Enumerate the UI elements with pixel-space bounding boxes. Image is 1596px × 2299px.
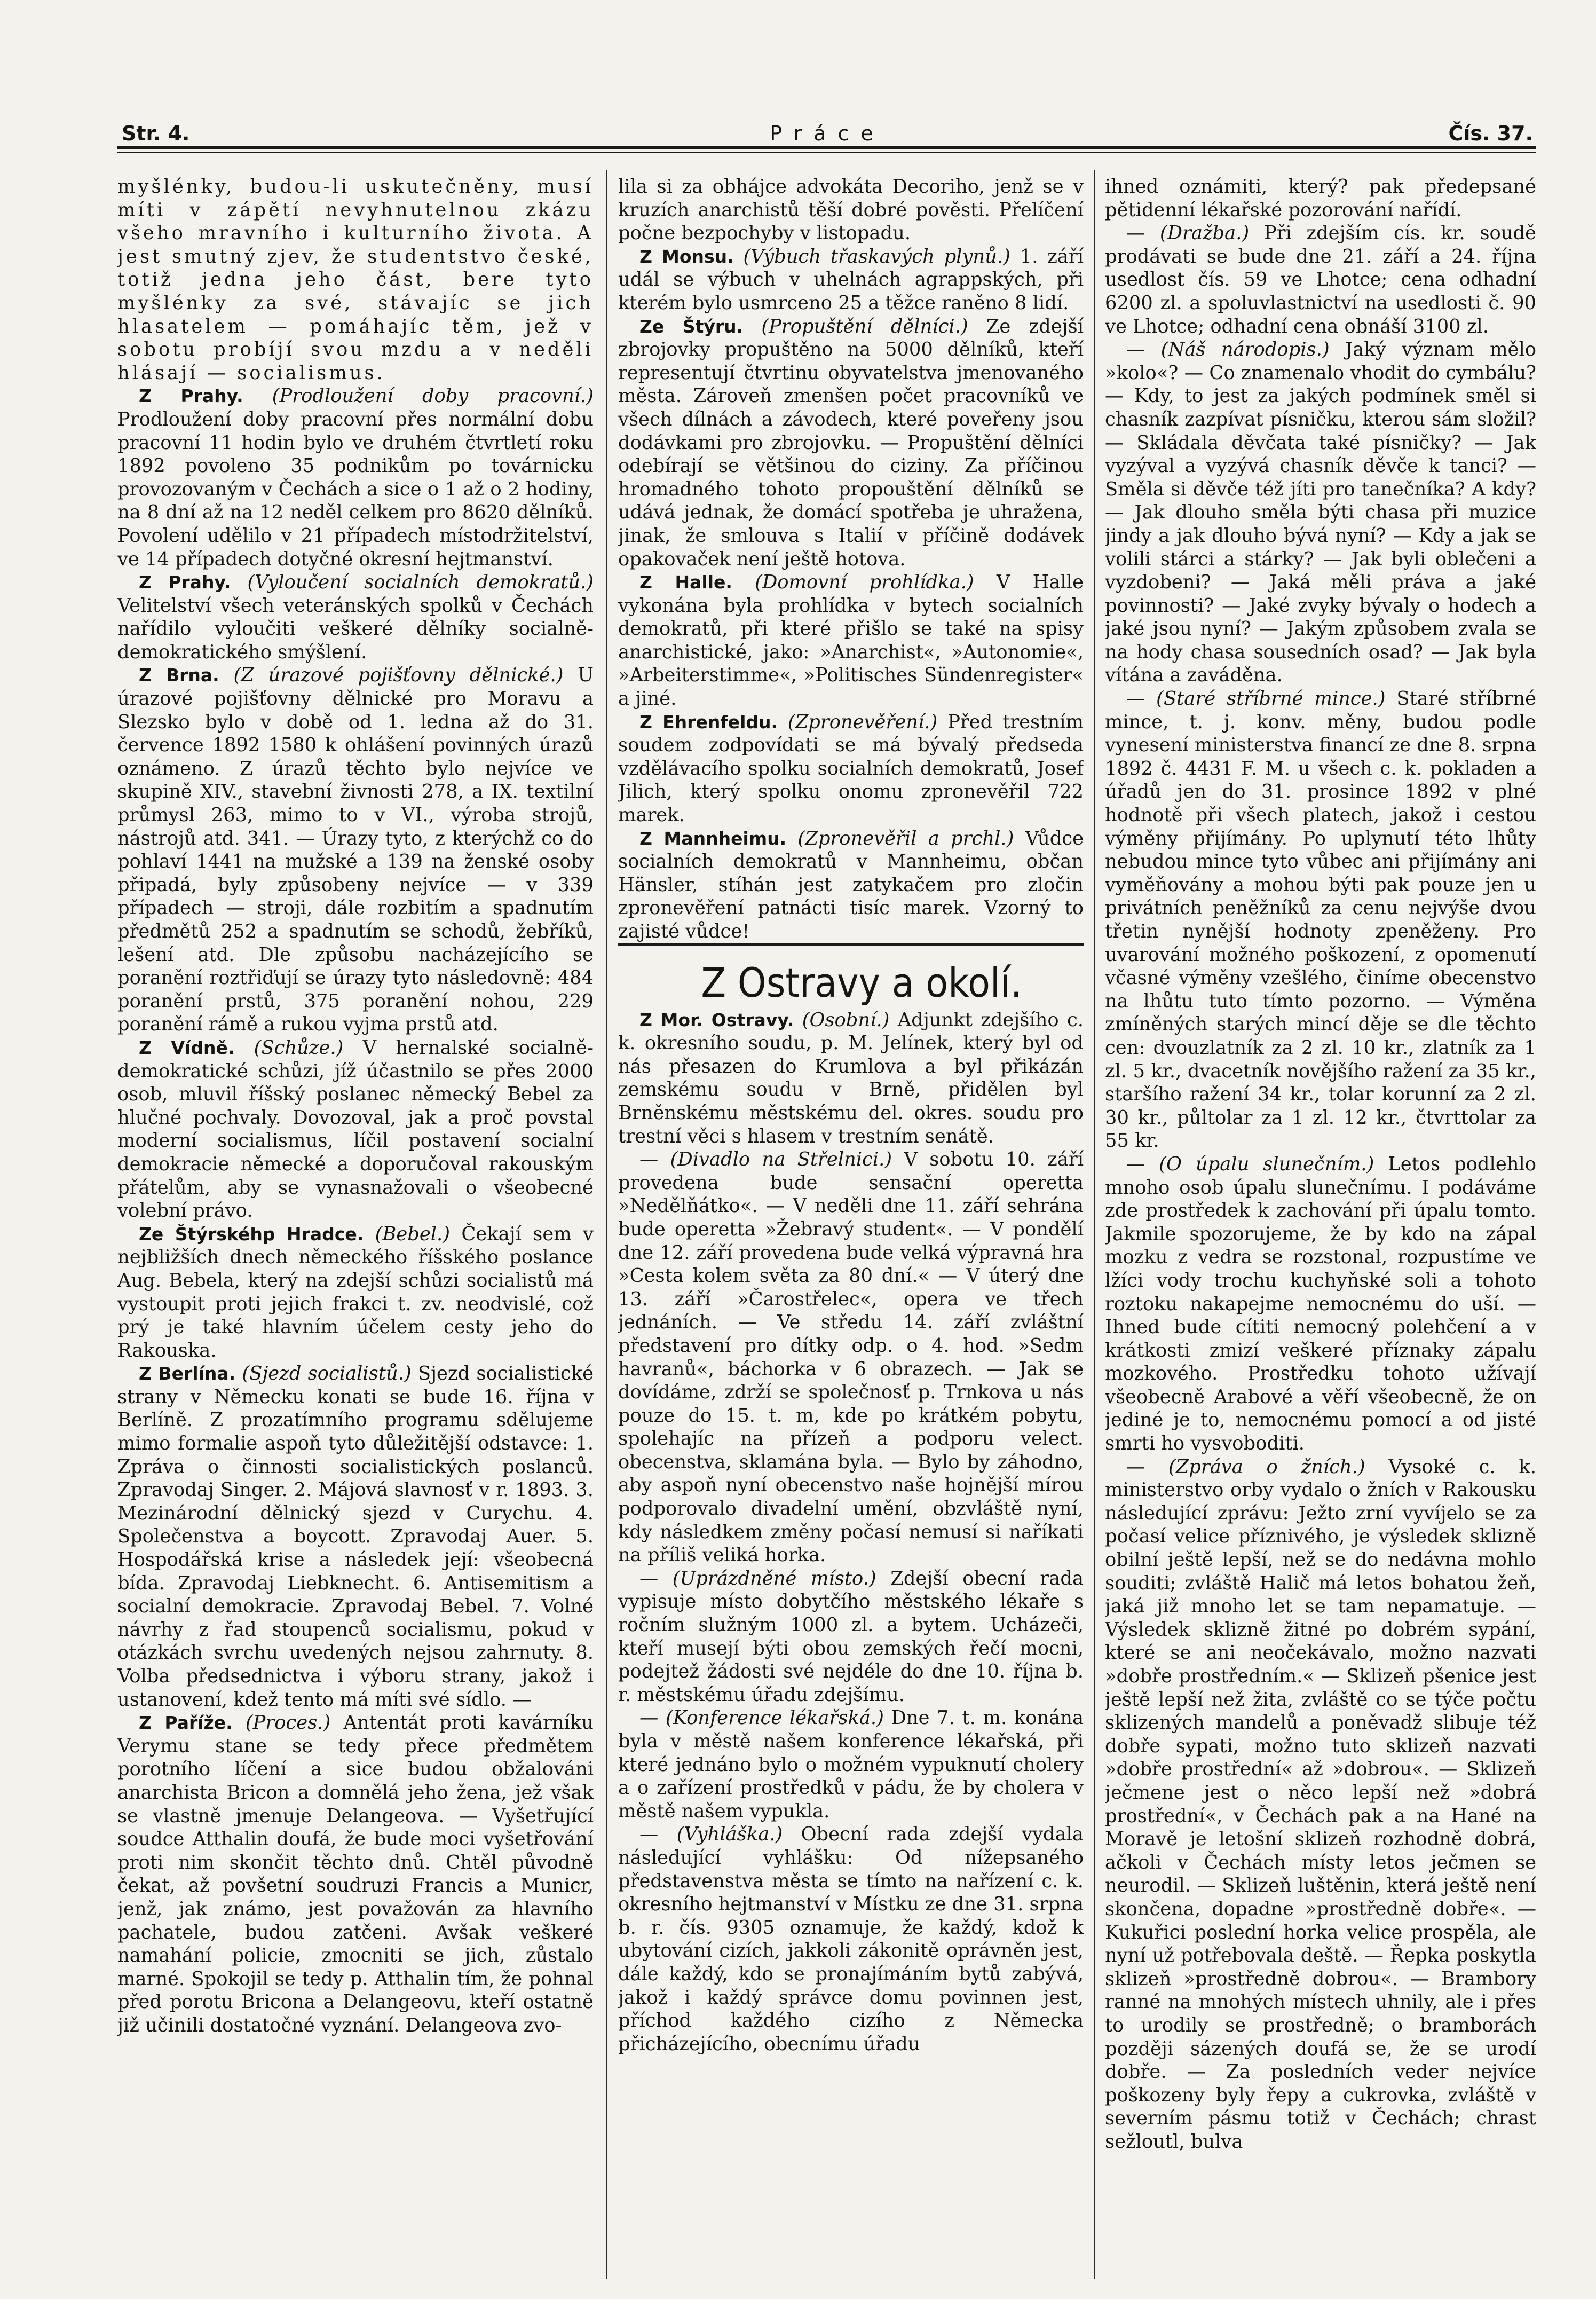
item-subtitle: (Zpronevěření.)	[787, 711, 938, 733]
item-subtitle: (Schůze.)	[254, 1036, 344, 1059]
news-item	[618, 1009, 1084, 1148]
news-item	[1105, 1455, 1536, 2154]
dateline: Z Halle.	[639, 572, 732, 593]
item-text: Dne 7. t. m. konána byla v městě našem konference lékařská, při které jednáno bylo o možném vypuknutí cholery a o zařízení prostředků v pádu, že by cholera v městě našem vypukla.	[618, 1707, 1084, 1822]
item-text: U úrazové pojišťovny dělnické pro Moravu a Slezsko bylo v době od 1. ledna až do 31. července 1892 1580 k ohlášení povinných úrazů oznámeno. Z úrazů těchto bylo nejvíce ve skupině XIV., stavební živnosti 278, a IX. textilní průmysl 263, mimo to v VI., výroba strojů, nástrojů atd. 341. — Úrazy tyto, z kterýchž co do pohlaví 1441 na mužské a 139 na ženské osoby připadá, byly způsobeny nejvíce — v 339 případech — stroji, dále rozbitím a spadnutím předmětů 252 a spadnutím se schodů, žebříků, lešení atd. Dle způsobu nacházejícího se poranění roztřiďují se úrazy tyto následovně: 484 poranění prstů, 375 poranění nohou, 229 poranění rámě a rukou vyjma prstů atd.	[117, 664, 594, 1036]
dateline: Z Ehrenfeldu.	[639, 711, 778, 733]
item-text: V sobotu 10. září provedena bude sensační operetta »Nedělňátko«. — V neděli dne 11. září sehrána bude operetta »Žebravý student«. — V pondělí dne 12. září provedena bude velká výpravná hra »Cesta kolem světa za 80 dní.« — V úterý dne 13. září »Čarostřelec«, opera ve třech jednáních. — Ve středu 14. září zvláštní představení pro dítky odp. o 4. hod. »Sedm havranů«, báchorka v 6 obrazech. — Jak se dovídáme, zdrží se společnosť p. Trnkova u nás pouze do 15. t. m, kde po krátkém pobytu, spolehajíc na přízeň a podporu velect. obecenstva, sklamána byla. — Bylo by záhodno, aby aspoň nyní obecenstvo naše hojnější mírou podporovalo divadelní umění, obzvláště nyní, kdy následkem změny počasí nemusí si naříkati na příliš veliká horka.	[618, 1148, 1084, 1566]
news-item	[618, 245, 1084, 315]
item-text: Staré stříbrné mince, t. j. konv. měny, budou podle vynesení ministerstva financí ze dne 8. srpna 1892 č. 4431 F. M. u všech c. k. pokladen a úřadů jen do 31. prosince 1892 v plné hodnotě při všech platech, jakož i cestou výměny přijímány. Po uplynutí této lhůty nebudou mince tyto vůbec ani přijímány ani vyměňovány a mohou býti pak pouze jen u privátních peněžníků za cenu nejvýše dvou třetin nynější hodnoty zpeněženy. Pro uvarování možného poškození, z opomenutí včasné výměny vzešlého, činíme obecenstvo na lhůtu tuto tímto pozorno. — Výměna zmíněných starých mincí děje se dle těchto cen: dvouzlatník za 2 zl. 10 kr., zlatník za 1 zl. 5 kr., dvacetník novějšího ražení za 35 kr., staršího ražení 34 kr., tolar korunní za 2 zl. 30 kr., půltolar za 1 zl. 12 kr., čtvrttolar za 55 kr.	[1105, 688, 1536, 1152]
issue-number: Čís. 37.	[1448, 122, 1533, 145]
column-divider	[606, 170, 607, 2279]
item-text: Obecní rada zdejší vydala následující vyhlášku: Od nížepsaného představenstva města se tímto na nařízení c. k. okresního hejtmanství v Místku ze dne 31. srpna b. r. čís. 9305 oznamuje, že každý, kdož k ubytování cizích, jakkoli zákonitě oprávněn jest, dále každý, kdo se pronajímáním bytů zabývá, jakož i každý správce domu povinnen jest, příchod každého cizího z Německa přicházejícího, obecnímu úřadu	[618, 1823, 1084, 2055]
item-subtitle: — (Divadlo na Střelnici.)	[639, 1148, 892, 1171]
item-text: Prodloužení doby pracovní přes normální dobu pracovní 11 hodin bylo ve druhém čtvrtletí roku 1892 povoleno 35 podnikům po továrnicku provozovaným v Čechách a sice o 1 až o 2 hodiny, na 8 dní až na 12 neděl celkem pro 8620 dělníků. Povolení udělilo v 21 případech místodržitelství, ve 14 případech dotyčné okresní hejtmanství.	[117, 408, 594, 570]
item-text: 1. září udál se výbuch v uhelnách agrappských, při kterém bylo usmrceno 25 a těžce raněno 8 lidí.	[618, 245, 1084, 314]
header-rule-thick	[117, 146, 1536, 149]
column-3	[1105, 175, 1536, 2279]
item-text: Vůdce socialních demokratů v Mannheimu, občan Hänsler, stíhán jest zatykačem pro zločin zpronevěření patnácti tisíc marek. Vzorný to zajisté vůdce!	[618, 827, 1084, 942]
news-item	[117, 571, 594, 664]
column-divider	[1094, 170, 1095, 2279]
item-text: Zdejší obecní rada vypisuje místo dobytčího městského lékaře s ročním služným 1000 zl. a bytem. Ucházeči, kteří musejí býti obou zemských řečí mocni, podejtež žádosti své nejdéle do dne 10. října b. r. městskému úřadu zdejšímu.	[618, 1567, 1084, 1706]
item-subtitle: (Z úrazové pojišťovny dělnické.)	[233, 664, 564, 687]
dateline: Z Prahy.	[139, 385, 243, 407]
article-continuation: lila si za obhájce advokáta Decoriho, jenž se v kruzích anarchistů těší dobré pověsti. Přelíčení počne bezpochyby v listopadu.	[618, 176, 1084, 245]
section-heading: Z Ostravy a okolí.	[618, 943, 1084, 1009]
item-subtitle: — (Uprázdněné místo.)	[639, 1567, 876, 1589]
news-item	[618, 1148, 1084, 1567]
item-subtitle: — (Vyhláška.)	[639, 1823, 783, 1846]
item-subtitle: — (Dražba.)	[1126, 222, 1250, 245]
news-item	[117, 1362, 594, 1711]
news-item	[618, 1706, 1084, 1823]
news-item	[618, 315, 1084, 571]
news-item	[618, 1567, 1084, 1707]
dateline: Z Vídně.	[139, 1037, 235, 1058]
item-subtitle: — (Zpráva o žních.)	[1126, 1455, 1365, 1478]
news-item	[1105, 1153, 1536, 1455]
item-text: V Halle vykonána byla prohlídka v bytech socialních demokratů, při které přišlo se také na spisy anarchistické, jako: »Anarchist«, »Autonomie«, »Arbeiterstimme«, »Politisches Sündenregister« a jiné.	[618, 571, 1084, 710]
item-text: V hernalské socialně-demokratické schůzi, jíž účastnilo se přes 2000 osob, mluvil říšský poslanec německý Bebel za hlučné pochvaly. Dovozoval, jak a proč povstal moderní socialismus, líčil postavení socialní demokracie německé a doporučoval rakouským přátelům, aby se vynasnažovali o všeobecné volební právo.	[117, 1036, 594, 1222]
dateline: Z Berlína.	[139, 1363, 236, 1384]
dateline: Z Mannheimu.	[639, 828, 787, 849]
news-item	[117, 1711, 594, 2037]
item-text: Adjunkt zdejšího c. k. okresního soudu, p. M. Jelínek, který byl od nás přesazen do Krumlova a byl přikázán zemskému soudu v Brně, přidělen byl Brněnskému městskému del. okres. soudu pro trestní věci s hlasem v trestním senátě.	[618, 1009, 1084, 1147]
dateline: Z Monsu.	[639, 246, 734, 267]
news-item	[618, 711, 1084, 827]
item-text: Antentát proti kavárníku Verymu stane se tedy přece předmětem porotního líčení a sice budou obžalováni anarchista Bricon a domnělá jeho žena, jež však se vlastně jmenuje Delangeova. — Vyšetřující soudce Atthalin doufá, že bude moci vyšetřování proti nim skončit těchto dnů. Chtěl původně čekat, až povšetní soudruzi Francis a Municr, jenž, jak známo, jest považován za hlavního pachatele, budou zatčeni. Avšak veškeré namahání policie, zmocniti se jich, zůstalo marné. Spokojil se tedy p. Atthalin tím, že pohnal před porotu Bricona a Delangeovu, kteří ostatně již učinili dostatočné vyznání. Delangeova zvo-	[117, 1712, 594, 2036]
newspaper-title: Práce	[770, 122, 885, 145]
news-item	[618, 827, 1084, 943]
dateline: Z Prahy.	[139, 572, 231, 593]
news-item	[117, 1036, 594, 1223]
item-text: Ze zdejší zbrojovky propuštěno na 5000 dělníků, kteří representují čtvrtinu obyvatelstva jmenovaného města. Zároveň zmenšen počet pracovníků ve všech dílnách a závodech, které poveřeny jsou dodávkami pro zbrojovku. — Propuštění dělníci odebírají se většinou do ciziny. Za příčinou hromadného tohoto propouštění dělníků se udává jednak, že domácí spotřeba je uhražena, jinak, že smlouva s Italií v příčině dodávek opakovaček není ještě hotova.	[618, 315, 1084, 570]
column-1	[117, 175, 594, 2279]
item-subtitle: (Proces.)	[245, 1712, 331, 1734]
news-item	[618, 571, 1084, 711]
news-item	[1105, 687, 1536, 1153]
page-number: Str. 4.	[122, 122, 190, 145]
item-subtitle: (Výbuch třaskavých plynů.)	[743, 245, 1010, 267]
item-subtitle: (Zpronevěřil a prchl.)	[797, 827, 1014, 849]
item-subtitle: (Vyloučení socialních demokratů.)	[247, 571, 594, 594]
item-subtitle: (Osobní.)	[802, 1009, 890, 1031]
dateline: Ze Štýrskéhp Hradce.	[139, 1223, 364, 1245]
dateline: Z Brna.	[139, 665, 219, 686]
item-subtitle: (Bebel.)	[375, 1223, 451, 1245]
item-text: Letos podlehlo mnoho osob úpalu slunečnímu. I podáváme zde prostředek k zachování při úpalu tomto. Jakmile spozorujeme, že by kdo na zápal mozku z vedra se rozstonal, rozpustíme ve lžíci vody trochu kuchyňské soli a tohoto roztoku nakapejme nemocnému do uší. — Ihned bude cítiti nemocný polehčení a v krátkosti zmizí veškeré příznaky zápalu mozkového. Prostředku tohoto užívají všeobecně Arabové a věří všeobecně, že on jediné je to, nemocnému pomocí a od jisté smrti ho vysvoboditi.	[1105, 1153, 1536, 1455]
item-text: Velitelství všech veteránských spolků v Čechách nařídilo vyloučiti veškeré dělníky socialně-demokratického smýšlení.	[117, 594, 594, 663]
article-continuation: myšlénky, budou-li uskutečněny, musí míti v zápětí nevyhnutelnou zkázu všeho mravního i kulturního života. A jest smutný zjev, že studentstvo české, totiž jedna jeho část, bere tyto myšlénky za své, stávajíc se jich hlasatelem — pomáhajíc těm, jež v sobotu probíjí svou mzdu a v neděli hlásají — socialismus.	[117, 176, 594, 384]
item-subtitle: — (O úpalu slunečním.)	[1126, 1153, 1374, 1175]
item-subtitle: — (Staré stříbrné mince.)	[1126, 688, 1386, 710]
item-subtitle: (Propuštění dělníci.)	[761, 315, 968, 337]
page-header	[122, 116, 1533, 148]
dateline: Z Paříže.	[139, 1712, 233, 1734]
header-rule-thin	[117, 152, 1536, 153]
item-text: Před trestním soudem zodpovídati se má bývalý předseda vzdělávacího spolku socialních demokratů, Josef Jilich, který spolku onomu zpronevěřil 722 marek.	[618, 711, 1084, 826]
item-subtitle: (Domovní prohlídka.)	[755, 571, 974, 594]
dateline: Z Mor. Ostravy.	[639, 1009, 794, 1030]
news-item	[1105, 222, 1536, 338]
item-subtitle: (Sjezd socialistů.)	[242, 1363, 412, 1385]
item-text: Sjezd socialistické strany v Německu konati se bude 16. října v Berlíně. Z prozatímního programu sdělujeme mimo formalie aspoň tyto důležitější odstavce: 1. Zpráva o činnosti socialistických poslanců. Zpravodaj Singer. 2. Májová slavnosť v r. 1893. 3. Mezinárodní dělnický sjezd v Curychu. 4. Společenstva a boycott. Zpravodaj Auer. 5. Hospodářská krise a následek její: všeobecná bída. Zpravodaj Liebknecht. 6. Antisemitism a socialní demokracie. Zpravodaj Bebel. 7. Volné návrhy z řad stoupenců socialismu, pokud v otázkách svrchu uvedených nejsou zahrnuty. 8. Volba předsednictva i výboru strany, jakož i ustanovení, kdež tento má míti své sídlo. —	[117, 1363, 594, 1711]
news-item	[117, 1223, 594, 1363]
news-item	[117, 384, 594, 571]
item-text: Při zdejším cís. kr. soudě prodávati se bude dne 21. září a 24. října usedlost čís. 59 ve Lhotce; cena odhadní 6200 zl. a spoluvlastnictví na usedlosti č. 90 ve Lhotce; odhadní cena obnáší 3100 zl.	[1105, 222, 1536, 337]
dateline: Ze Štýru.	[639, 316, 744, 337]
column-2	[618, 175, 1084, 2279]
item-text: Čekají sem v nejbližších dnech německého říšského poslance Aug. Bebela, který na zdejší schůzi socialistů má vystoupit proti jejich frakci t. zv. neodvislé, což prý je také hlavním účelem cesty jeho do Rakouska.	[117, 1223, 594, 1361]
item-text: Jaký význam mělo »kolo«? — Co znamenalo vhodit do cymbálu? — Kdy, to jest za jakých podmínek směl si chasník zazpívat písničku, kterou sám složil? — Skládala děvčata také písničky? — Jak vyzýval a vyzývá chasník děvče k tanci? — Směla si děvče též jíti pro tanečníka? A kdy? — Jak dlouho směla býti chasa při muzice jindy a jak dlouho bývá nyní? — Kdy a jak se volili stárci a stárky? — Jak byli oblečeni a vyzdobeni? — Jaká měli práva a jaké povinnosti? — Jaké zvyky bývaly o hodech a jaké jsou nyní? — Jakým způsobem zvala se na hody chasa sousedních osad? — Jak byla vítána a zaváděna.	[1105, 338, 1536, 687]
item-text: Vysoké c. k. ministerstvo orby vydalo o žních v Rakousku následující zprávu: Ježto zrní vyvíjelo se za počasí velice příznivého, je výsledek sklizně obilní ještě lepší, než se do nedávna mohlo souditi; zvláště Halič má letos bohatou žeň, jaká již mnoho let se tam nepamatuje. — Výsledek sklizně žitné po dobrém sypání, které se ani neočekávalo, možno nazvati »dobře prostředním.« — Sklizeň pšenice jest ještě lepší než žita, zvláště co se týče počtu sklizených mandelů a poněvadž slibuje též dobře sypati, možno tuto sklizeň nazvati »dobře prostřední« až »dobrou«. — Sklizeň ječmene jest o něco lepší než »dobrá prostřední«, v Čechách pak a na Hané na Moravě je letošní sklizeň rozhodně dobrá, ačkoli v Čechách místy letos ječmen se neurodil. — Sklizeň luštěnin, která ještě není skončena, dopadne »prostředně dobře«. — Kukuřici poslední horka velice prospěla, ale nyní už potřebovala deště. — Řepka poskytla sklizeň »prostředně dobrou«. — Brambory ranné na mnohých místech uhnily, ale i přes to urodily se prostředně; o bramborách později sázených doufá se, že se urodí dobře. — Za posledních veder nejvíce poškozeny byly řepy a cukrovka, zvláště v severním pásmu totiž v Čechách; chrast sežloutl, bulva	[1105, 1455, 1536, 2153]
article-continuation: ihned oznámiti, který? pak předepsané pětidenní lékařské pozorování nařídí.	[1105, 176, 1536, 221]
news-item	[117, 664, 594, 1036]
item-subtitle: — (Náš národopis.)	[1126, 338, 1330, 361]
news-item	[1105, 338, 1536, 687]
news-item	[618, 1823, 1084, 2056]
item-subtitle: — (Konference lékařská.)	[639, 1707, 884, 1729]
item-subtitle: (Prodloužení doby pracovní.)	[272, 385, 594, 407]
